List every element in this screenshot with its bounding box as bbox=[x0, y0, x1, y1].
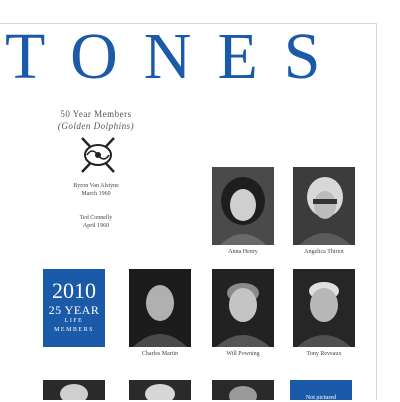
golden-subheading: (Golden Dolphins) bbox=[57, 121, 135, 131]
member-date: March 1960 bbox=[81, 191, 111, 197]
photo-caption: Will Powning bbox=[226, 351, 260, 357]
golden-member bbox=[40, 182, 152, 198]
masthead-title: TONES bbox=[5, 20, 347, 93]
portrait-photo bbox=[129, 269, 191, 347]
member-name: Ted Connelly bbox=[79, 215, 113, 221]
badge-life: LIFE bbox=[64, 318, 84, 324]
photo-caption: Anna Henry bbox=[228, 249, 258, 255]
badge-year: 2010 bbox=[52, 278, 96, 303]
portrait-photo bbox=[293, 167, 355, 245]
portrait-photo bbox=[212, 167, 274, 245]
golden-heading: 50 Year Members bbox=[60, 109, 132, 119]
portrait-photo bbox=[293, 269, 355, 347]
golden-dolphins-heading bbox=[40, 108, 152, 132]
portrait-photo bbox=[212, 380, 274, 400]
golden-member bbox=[40, 214, 152, 230]
not-pictured-box: Not pictured bbox=[290, 380, 352, 400]
club-emblem-icon bbox=[78, 136, 118, 174]
member-date: April 1960 bbox=[82, 223, 110, 229]
photo-caption: Angelica Thiriot bbox=[304, 249, 344, 255]
badge-years: 25 YEAR bbox=[48, 303, 100, 317]
photo-caption: Tony Reveaux bbox=[306, 351, 342, 357]
badge-members: MEMBERS bbox=[54, 327, 94, 333]
photo-caption: Charles Martin bbox=[141, 351, 179, 357]
portrait-photo bbox=[43, 380, 105, 400]
life-members-badge bbox=[43, 269, 105, 347]
portrait-photo bbox=[212, 269, 274, 347]
portrait-photo bbox=[129, 380, 191, 400]
member-name: Byron Van Alstyne bbox=[73, 183, 119, 189]
